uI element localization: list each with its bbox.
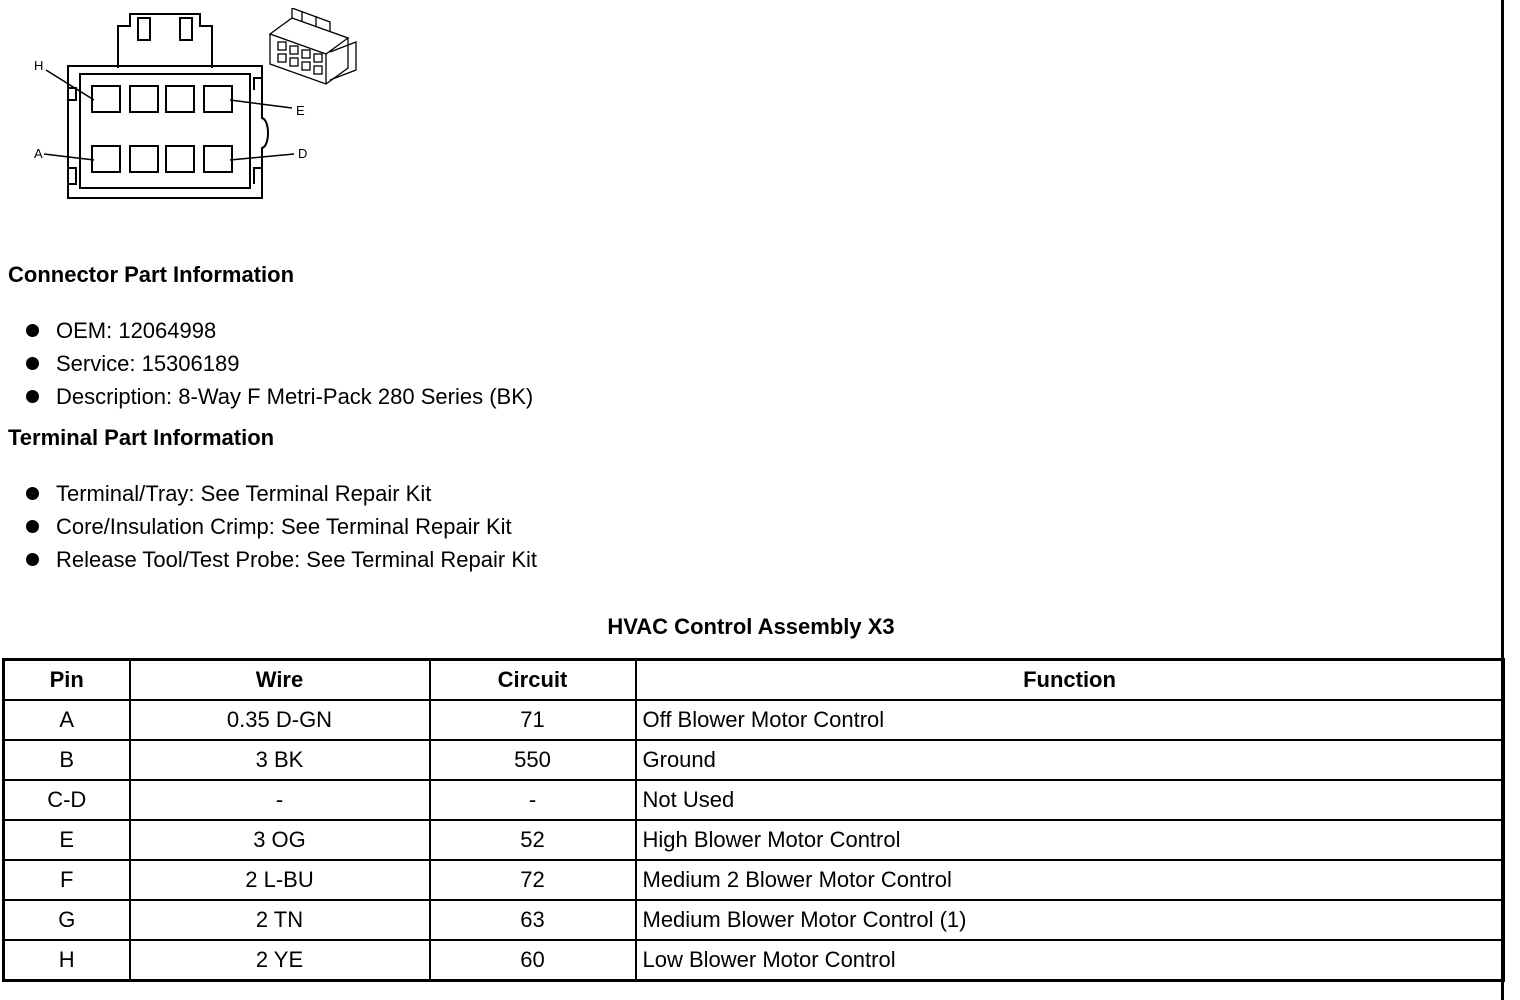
cell-wire: 0.35 D-GN bbox=[130, 700, 430, 740]
cell-wire: 2 L-BU bbox=[130, 860, 430, 900]
table-title: HVAC Control Assembly X3 bbox=[607, 614, 895, 639]
cell-pin: H bbox=[4, 940, 130, 981]
cell-circuit: - bbox=[430, 780, 636, 820]
cell-function: Medium Blower Motor Control (1) bbox=[636, 900, 1504, 940]
table-row bbox=[4, 780, 1504, 820]
cell-function: Ground bbox=[636, 740, 1504, 780]
bullet-icon bbox=[26, 390, 39, 403]
cell-wire: 2 YE bbox=[130, 940, 430, 981]
pinout-table bbox=[2, 658, 1505, 982]
table-row bbox=[4, 940, 1504, 981]
cell-function: Low Blower Motor Control bbox=[636, 940, 1504, 981]
cell-pin: C-D bbox=[4, 780, 130, 820]
cell-wire: - bbox=[130, 780, 430, 820]
cell-circuit: 60 bbox=[430, 940, 636, 981]
header-function: Function bbox=[636, 660, 1504, 701]
cell-circuit: 71 bbox=[430, 700, 636, 740]
table-row bbox=[4, 820, 1504, 860]
cell-function: High Blower Motor Control bbox=[636, 820, 1504, 860]
list-item-text: OEM: 12064998 bbox=[56, 318, 217, 343]
table-row bbox=[4, 700, 1504, 740]
connector-diagram bbox=[30, 8, 370, 204]
bullet-icon bbox=[26, 487, 39, 500]
connector-thumbnail bbox=[270, 8, 356, 84]
list-item bbox=[22, 510, 537, 543]
connector-part-heading: Connector Part Information bbox=[8, 262, 295, 287]
cell-pin: B bbox=[4, 740, 130, 780]
terminal-part-list bbox=[22, 477, 537, 576]
cell-circuit: 72 bbox=[430, 860, 636, 900]
list-item-text: Release Tool/Test Probe: See Terminal Repair Kit bbox=[56, 547, 537, 572]
list-item-text: Core/Insulation Crimp: See Terminal Repair Kit bbox=[56, 514, 512, 539]
list-item bbox=[22, 314, 533, 347]
header-wire: Wire bbox=[130, 660, 430, 701]
cell-circuit: 550 bbox=[430, 740, 636, 780]
cell-circuit: 63 bbox=[430, 900, 636, 940]
label-d: D bbox=[298, 146, 308, 161]
table-header-row bbox=[4, 660, 1504, 701]
header-circuit: Circuit bbox=[430, 660, 636, 701]
table-row bbox=[4, 740, 1504, 780]
list-item-text: Description: 8-Way F Metri-Pack 280 Series (BK) bbox=[56, 384, 534, 409]
label-e: E bbox=[296, 103, 305, 118]
cell-pin: G bbox=[4, 900, 130, 940]
table-row bbox=[4, 860, 1504, 900]
cell-function: Not Used bbox=[636, 780, 1504, 820]
list-item bbox=[22, 477, 537, 510]
list-item-text: Terminal/Tray: See Terminal Repair Kit bbox=[56, 481, 432, 506]
header-pin: Pin bbox=[4, 660, 130, 701]
label-a: A bbox=[34, 146, 43, 161]
cell-function: Off Blower Motor Control bbox=[636, 700, 1504, 740]
bullet-icon bbox=[26, 324, 39, 337]
list-item bbox=[22, 543, 537, 576]
bullet-icon bbox=[26, 553, 39, 566]
list-item-text: Service: 15306189 bbox=[56, 351, 240, 376]
cell-circuit: 52 bbox=[430, 820, 636, 860]
terminal-part-heading: Terminal Part Information bbox=[8, 425, 275, 450]
bullet-icon bbox=[26, 357, 39, 370]
cell-wire: 3 OG bbox=[130, 820, 430, 860]
list-item bbox=[22, 347, 533, 380]
cell-function: Medium 2 Blower Motor Control bbox=[636, 860, 1504, 900]
cell-wire: 2 TN bbox=[130, 900, 430, 940]
cell-pin: F bbox=[4, 860, 130, 900]
cell-pin: A bbox=[4, 700, 130, 740]
cell-pin: E bbox=[4, 820, 130, 860]
table-row bbox=[4, 900, 1504, 940]
connector-part-list bbox=[22, 314, 533, 413]
label-h: H bbox=[34, 58, 44, 73]
list-item bbox=[22, 380, 533, 413]
cell-wire: 3 BK bbox=[130, 740, 430, 780]
bullet-icon bbox=[26, 520, 39, 533]
